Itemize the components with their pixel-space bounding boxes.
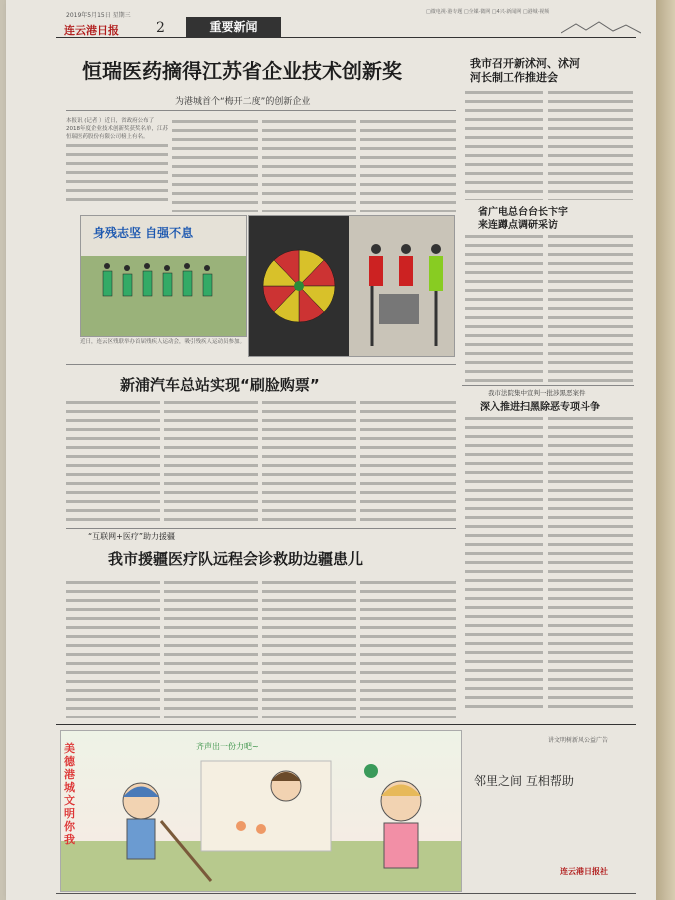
text-block — [172, 117, 258, 212]
text-block — [164, 398, 258, 523]
text-block — [465, 88, 543, 200]
page-header — [6, 2, 656, 42]
photo-banner: 身残志坚 自强不息 — [93, 226, 194, 240]
text-block — [66, 578, 160, 718]
text-block — [360, 578, 456, 718]
rule — [66, 364, 456, 365]
text-block — [360, 398, 456, 523]
text-block — [262, 398, 356, 523]
text-block — [262, 117, 356, 212]
header-nav: □微电视·港专题 □全媒·微网 □4兴·新闻网 □港城·视频 — [426, 9, 550, 15]
photo-caption: 近日，连云区残联举办首届残疾人运动会，吸引残疾人运动员参加。 — [80, 339, 245, 345]
kicker-yiliao: “互联网+医疗”助力援疆 — [88, 532, 175, 541]
ad-illustration — [61, 731, 461, 891]
headline-bus: 新浦汽车总站实现“刷脸购票” — [120, 376, 320, 394]
text-block — [360, 117, 456, 212]
rule — [462, 385, 634, 386]
headline-yanhe-1: 我市召开新沭河、沭河 — [470, 57, 580, 70]
page-edge — [656, 0, 675, 900]
lead-hengrui: 本报讯 (记者 ）近日，省政府公布了2018年度企业技术创新奖获奖名单，江苏恒瑞医药股份有限公司榜上有名。 — [66, 118, 168, 140]
masthead: 连云港日报 — [64, 24, 119, 37]
headline-yanhe-2: 河长制工作推进会 — [470, 71, 558, 84]
subhead-hengrui: 为港城首个“梅开二度”的创新企业 — [175, 97, 311, 107]
headline-saohei: 深入推进扫黑除恶专项斗争 — [480, 402, 600, 413]
kicker-saohei: 我市法院集中宣判一批涉黑恶案件 — [488, 389, 586, 397]
photo-dartboard — [248, 215, 455, 357]
text-block — [262, 578, 356, 718]
rule — [66, 110, 456, 111]
mountain-logo-icon — [561, 20, 641, 34]
rule — [56, 724, 636, 725]
ad-tagline: 邻里之间 互相帮助 — [474, 774, 574, 788]
header-rule — [56, 37, 636, 38]
text-block — [66, 141, 168, 201]
text-block — [548, 232, 633, 382]
headline-guangdian-2: 来连蹲点调研采访 — [478, 220, 558, 231]
text-block — [66, 398, 160, 523]
photo-athletes — [80, 215, 247, 337]
bottom-rule — [56, 893, 636, 894]
ad-slogan: 美德港城 文明你我 — [64, 742, 75, 846]
text-block — [164, 578, 258, 718]
rule — [66, 528, 456, 529]
section-title: 重要新闻 — [186, 17, 281, 37]
headline-hengrui: 恒瑞医药摘得江苏省企业技术创新奖 — [82, 59, 402, 83]
ad-corner-logo: 连云港日报社 — [560, 867, 608, 876]
headline-yiliao: 我市援疆医疗队远程会诊救助边疆患儿 — [108, 550, 364, 568]
text-block — [548, 414, 633, 714]
text-block — [548, 88, 633, 200]
ad-banner-small: 讲文明树新风公益广告 — [548, 737, 609, 744]
ad-speech: 齐声出一份力吧~ — [196, 742, 259, 751]
text-block — [465, 414, 543, 714]
page-number: 2 — [156, 20, 165, 36]
issue-date: 2019年5月15日 星期三 — [66, 12, 131, 19]
dartboard-drawing — [249, 216, 454, 356]
text-block — [465, 232, 543, 382]
headline-guangdian-1: 省广电总台台长卞宇 — [478, 207, 568, 218]
public-service-ad — [60, 730, 462, 892]
